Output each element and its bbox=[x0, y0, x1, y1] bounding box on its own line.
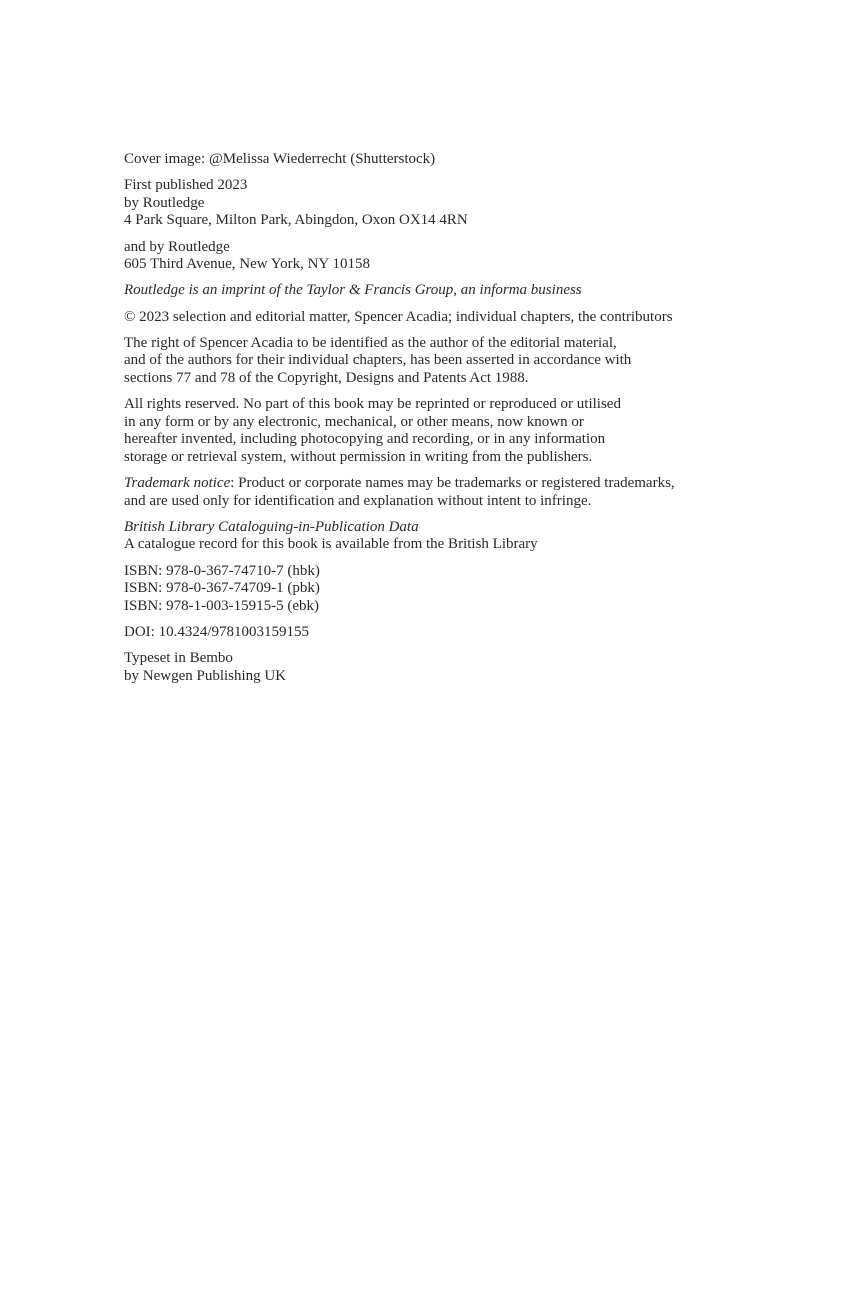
trademark-text: : Product or corporate names may be trademarks or registered trademarks, bbox=[230, 475, 675, 492]
first-published-block bbox=[124, 177, 824, 230]
cip-block bbox=[124, 519, 824, 554]
second-address-block bbox=[124, 239, 824, 274]
imprint-note-line: Routledge is an imprint of the Taylor & Francis Group, an informa business bbox=[124, 282, 582, 299]
typesetter-line: by Newgen Publishing UK bbox=[124, 667, 287, 684]
trademark-label: Trademark notice bbox=[124, 475, 231, 492]
copyright-text bbox=[124, 151, 824, 694]
cip-heading: British Library Cataloguing-in-Publication Data bbox=[124, 518, 419, 535]
second-publisher-line: and by Routledge bbox=[124, 238, 230, 255]
copyright-notice bbox=[124, 309, 824, 327]
rights-reserved-line: All rights reserved. No part of this book may be reprinted or reproduced or utilised bbox=[124, 396, 621, 413]
rights-reserved-line: in any form or by any electronic, mechanical, or other means, now known or bbox=[124, 413, 584, 430]
second-address-line: 605 Third Avenue, New York, NY 10158 bbox=[124, 256, 370, 273]
doi-block bbox=[124, 624, 824, 642]
imprint-note bbox=[124, 282, 824, 300]
trademark-notice-block bbox=[124, 475, 824, 510]
isbn-pbk: ISBN: 978-0-367-74709-1 (pbk) bbox=[124, 580, 320, 597]
trademark-line-2: and are used only for identification and explanation without intent to infringe. bbox=[124, 492, 592, 509]
isbn-ebk: ISBN: 978-1-003-15915-5 (ebk) bbox=[124, 597, 319, 614]
copyright-line: © 2023 selection and editorial matter, Spencer Acadia; individual chapters, the contributors bbox=[124, 308, 673, 325]
first-published-line: First published 2023 bbox=[124, 177, 248, 194]
author-rights-line: The right of Spencer Acadia to be identified as the author of the editorial material, bbox=[124, 334, 617, 351]
isbn-hbk: ISBN: 978-0-367-74710-7 (hbk) bbox=[124, 562, 320, 579]
publisher-line: by Routledge bbox=[124, 194, 205, 211]
cover-image-line: Cover image: @Melissa Wiederrecht (Shutterstock) bbox=[124, 151, 436, 167]
rights-reserved-block bbox=[124, 396, 824, 466]
doi-line: DOI: 10.4324/9781003159155 bbox=[124, 624, 309, 640]
isbn-block bbox=[124, 563, 824, 616]
author-rights-line: and of the authors for their individual chapters, has been asserted in accordance with bbox=[124, 352, 632, 369]
cover-image-credit bbox=[124, 151, 824, 169]
trademark-line-1 bbox=[124, 475, 824, 493]
publisher-address-line: 4 Park Square, Milton Park, Abingdon, Oxon OX14 4RN bbox=[124, 212, 468, 229]
author-rights-block bbox=[124, 335, 824, 388]
cip-text: A catalogue record for this book is available from the British Library bbox=[124, 536, 538, 553]
rights-reserved-line: storage or retrieval system, without permission in writing from the publishers. bbox=[124, 448, 593, 465]
typeset-font-line: Typeset in Bembo bbox=[124, 650, 233, 667]
typeset-block bbox=[124, 650, 824, 685]
rights-reserved-line: hereafter invented, including photocopying and recording, or in any information bbox=[124, 431, 606, 448]
author-rights-line: sections 77 and 78 of the Copyright, Designs and Patents Act 1988. bbox=[124, 369, 529, 386]
